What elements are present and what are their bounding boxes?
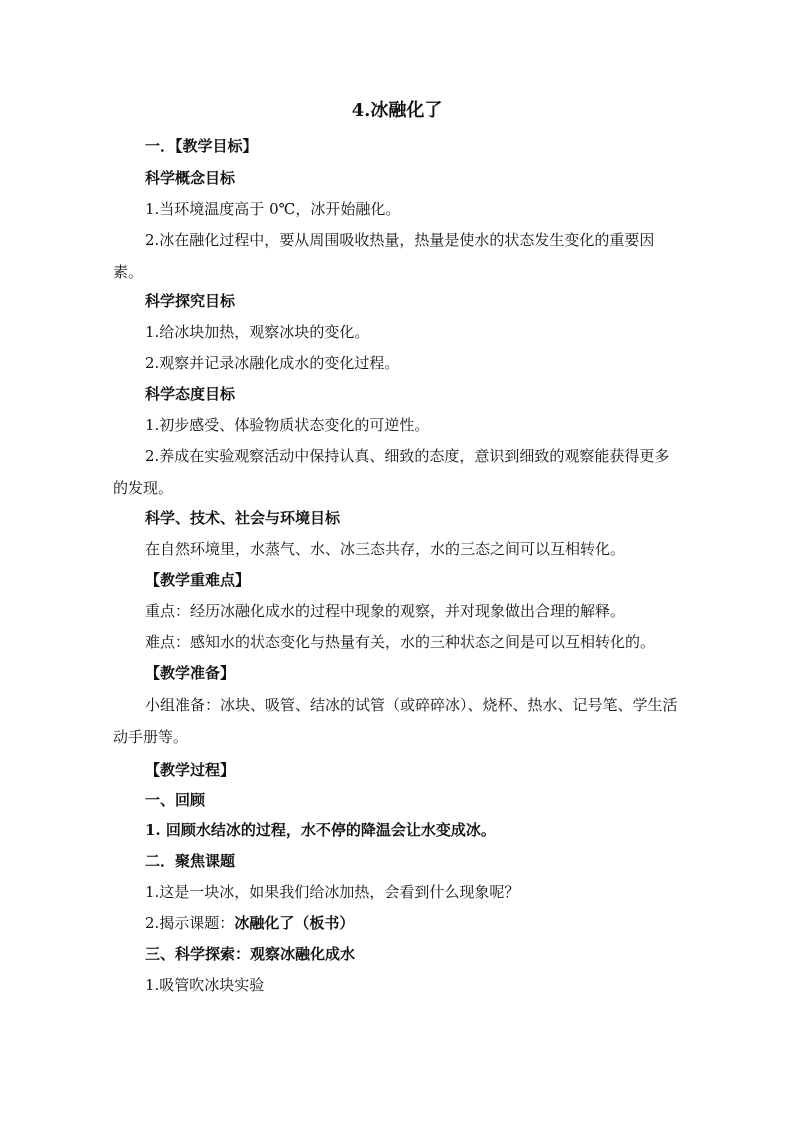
line-bold-part: 冰融化了（板书） <box>234 914 355 932</box>
paragraph-line: 1.给冰块加热，观察冰块的变化。 <box>145 323 370 341</box>
paragraph-line: 1.当环境温度高于 0℃，冰开始融化。 <box>145 200 401 218</box>
paragraph-line-mixed <box>145 913 354 933</box>
paragraph-line: 在自然环境里，水蒸气、水、冰三态共存，水的三态之间可以互相转化。 <box>145 540 626 558</box>
paragraph-line: 重点：经历冰融化成水的过程中现象的观察，并对现象做出合理的解释。 <box>145 602 626 620</box>
line-prefix: 2.揭示课题： <box>145 914 235 932</box>
paragraph-line: 2.观察并记录冰融化成水的变化过程。 <box>145 354 400 372</box>
page-title: 4.冰融化了 <box>351 100 443 121</box>
subheading-stse: 科学、技术、社会与环境目标 <box>145 509 341 527</box>
paragraph-wrapped: 2.养成在实验观察活动中保持认真、细致的态度，意识到细致的观察能获得更多的发现。 <box>113 447 670 497</box>
subheading-attitude: 科学态度目标 <box>145 385 236 403</box>
paragraph-wrapped: 小组准备：冰块、吸管、结冰的试管（或碎碎冰）、烧杯、热水、记号笔、学生活动手册等。 <box>113 696 678 746</box>
paragraph-line: 难点：感知水的状态变化与热量有关，水的三种状态之间是可以互相转化的。 <box>145 633 656 651</box>
section-heading-process: 【教学过程】 <box>145 761 236 779</box>
subheading-inquiry: 科学探究目标 <box>145 292 236 310</box>
paragraph-line-bold: 1. 回顾水结冰的过程，水不停的降温会让水变成冰。 <box>145 821 496 839</box>
subheading-review: 一、回顾 <box>145 791 206 809</box>
paragraph-line: 1.这是一块冰，如果我们给冰加热，会看到什么现象呢？ <box>145 883 520 901</box>
paragraph-line: 1.初步感受、体验物质状态变化的可逆性。 <box>145 416 430 434</box>
subheading-concept: 科学概念目标 <box>145 169 236 187</box>
section-heading-objectives: 一．【教学目标】 <box>145 137 258 155</box>
section-heading-preparation: 【教学准备】 <box>145 664 236 682</box>
subheading-focus: 二．聚焦课题 <box>145 852 236 870</box>
section-heading-keypoints: 【教学重难点】 <box>145 571 251 589</box>
subheading-explore: 三、科学探索：观察冰融化成水 <box>145 945 356 963</box>
paragraph-wrapped: 2.冰在融化过程中，要从周围吸收热量，热量是使水的状态发生变化的重要因素。 <box>113 231 655 281</box>
paragraph-line: 1.吸管吹冰块实验 <box>145 976 265 994</box>
